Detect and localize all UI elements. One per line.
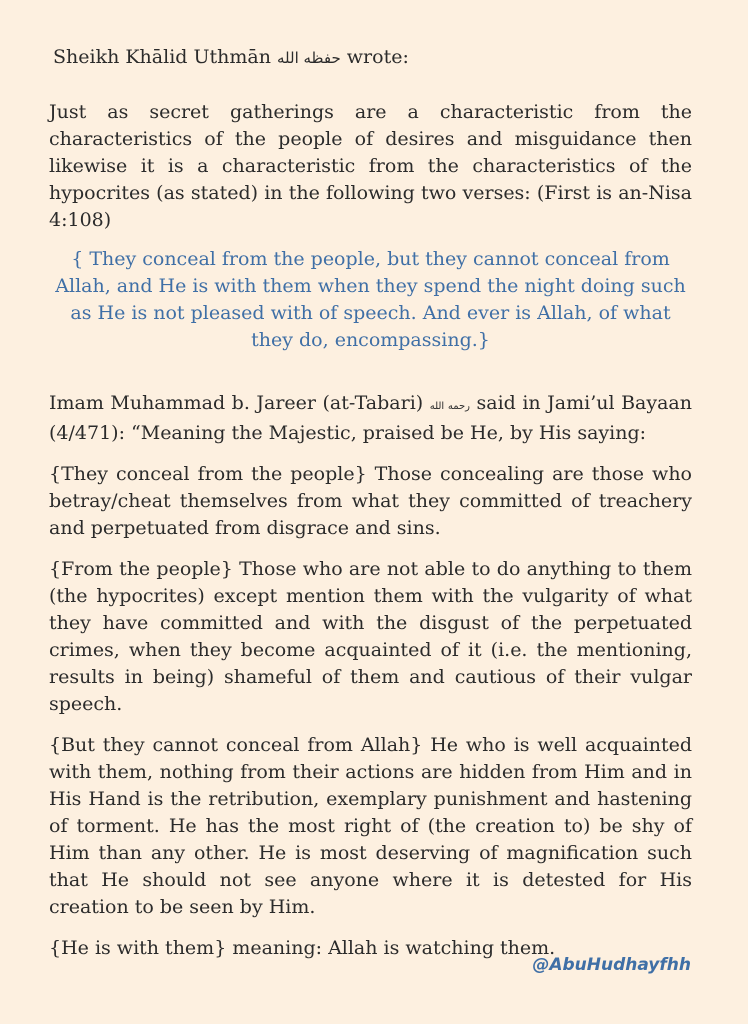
author-honorific: حفظه الله bbox=[277, 49, 341, 67]
commentary-paragraph-4: {He is with them} meaning: Allah is watching them. bbox=[49, 937, 556, 959]
commentary-paragraph-3: {But they cannot conceal from Allah} He who is well acquainted with them, nothing from their actions are hidden from Him and in His Hand is the retribution, exemplary punishment and hastening of torment. He has the most right of (the creation to) be shy of Him than any other. He is most deserving of magnification such that He should not see anyone where it is detested for His creation to be seen by Him. bbox=[49, 734, 692, 918]
intro-paragraph: Just as secret gatherings are a characteristic from the characteristics of the people of desires and misguidance then likewise it is a characteristic from the characteristics of the hypocrites (as stated) in the following two verses: (First is an-Nisa 4:108) bbox=[49, 101, 692, 231]
tabari-citation: said in Jami’ul Bayaan (4/471): “Meaning the Majestic, praised be He, by His saying: bbox=[49, 392, 692, 444]
commentary-paragraph-2: {From the people} Those who are not able to do anything to them (the hypocrites) except mention them with the vulgarity of what they have committed and with the disgust of the perpetuated crimes, when they become acquainted of it (i.e. the mentioning, results in being) shameful of them and cautious of their vulgar speech. bbox=[49, 558, 692, 715]
author-heading-suffix: wrote: bbox=[346, 46, 409, 68]
tabari-honorific: رحمه الله bbox=[429, 401, 471, 412]
author-handle: @AbuHudhayfhh bbox=[532, 955, 691, 975]
tabari-intro-paragraph bbox=[49, 390, 692, 447]
commentary-paragraph-1: {They conceal from the people} Those concealing are those who betray/cheat themselves from what they committed of treachery and perpetuated from disgrace and sins. bbox=[49, 463, 692, 539]
author-heading bbox=[53, 44, 692, 71]
author-name: Sheikh Khālid Uthmān bbox=[53, 46, 271, 68]
quran-verse: { They conceal from the people, but they cannot conceal from Allah, and He is with them when they spend the night doing such as He is not pleased with of speech. And ever is Allah, of what they do, encompassing.} bbox=[55, 248, 686, 351]
tabari-name: Imam Muhammad b. Jareer (at-Tabari) bbox=[49, 392, 424, 414]
document-body bbox=[49, 44, 692, 976]
